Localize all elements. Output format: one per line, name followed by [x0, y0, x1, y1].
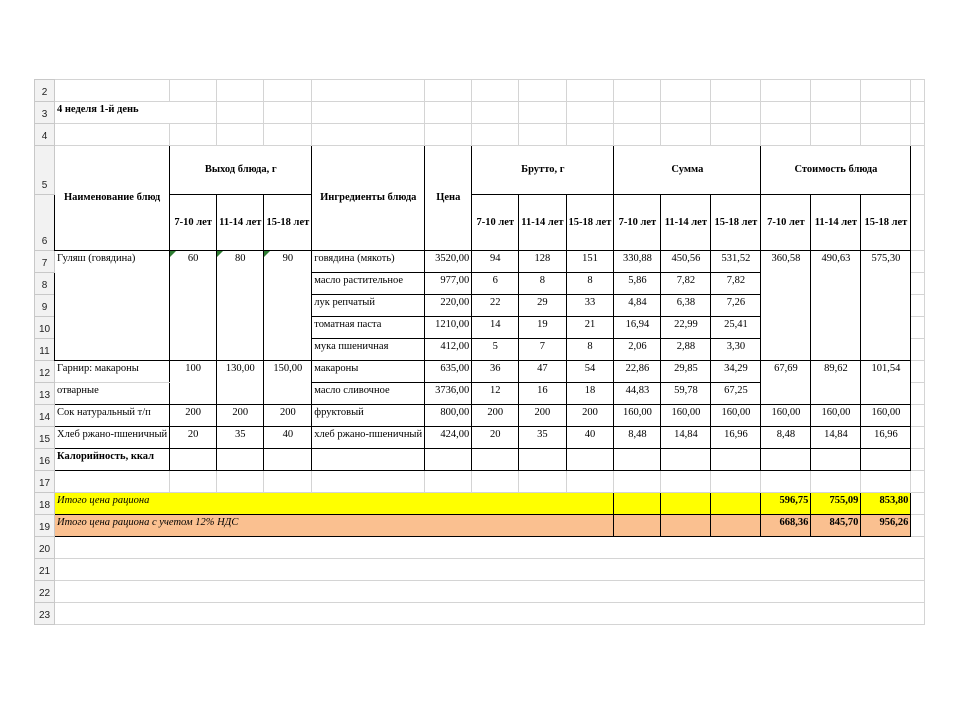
- gross-7-10[interactable]: 22: [472, 295, 519, 317]
- gross-7-10[interactable]: 94: [472, 251, 519, 273]
- sum-11-14[interactable]: 6,38: [661, 295, 711, 317]
- cell[interactable]: [861, 124, 911, 146]
- total-11-14[interactable]: 755,09: [811, 493, 861, 515]
- gross-15-18[interactable]: 8: [566, 273, 614, 295]
- ingredient-name[interactable]: хлеб ржано-пшеничный: [312, 427, 425, 449]
- row-header[interactable]: 18: [35, 493, 55, 515]
- cell[interactable]: [55, 537, 925, 559]
- cell[interactable]: [170, 449, 217, 471]
- dish-name-garnish-line2[interactable]: отварные: [55, 383, 170, 405]
- output-garnish-11-14[interactable]: 130,00: [217, 361, 264, 405]
- cell[interactable]: [217, 102, 264, 124]
- cell[interactable]: [566, 449, 614, 471]
- gross-7-10[interactable]: 20: [472, 427, 519, 449]
- cost-juice-11-14[interactable]: 160,00: [811, 405, 861, 427]
- output-bread-11-14[interactable]: 35: [217, 427, 264, 449]
- cell[interactable]: [661, 80, 711, 102]
- gross-15-18[interactable]: 8: [566, 339, 614, 361]
- sheet-row-15: [35, 427, 925, 449]
- dish-name-garnish[interactable]: Гарнир: макароны: [55, 361, 170, 383]
- cell[interactable]: [55, 603, 925, 625]
- sheet-title[interactable]: 4 неделя 1-й день: [55, 102, 217, 124]
- gross-7-10[interactable]: 12: [472, 383, 519, 405]
- gross-7-10[interactable]: 5: [472, 339, 519, 361]
- cell[interactable]: [566, 124, 614, 146]
- cell[interactable]: [911, 102, 925, 124]
- sheet-row-14: [35, 405, 925, 427]
- cost-juice-7-10[interactable]: 160,00: [761, 405, 811, 427]
- cost-garnish-7-10[interactable]: 67,69: [761, 361, 811, 405]
- cell[interactable]: [566, 471, 614, 493]
- sum-7-10[interactable]: 22,86: [614, 361, 661, 383]
- cell[interactable]: [911, 449, 925, 471]
- sum-7-10[interactable]: 44,83: [614, 383, 661, 405]
- sum-7-10[interactable]: 330,88: [614, 251, 661, 273]
- cost-juice-15-18[interactable]: 160,00: [861, 405, 911, 427]
- dish-name-bread[interactable]: Хлеб ржано-пшеничный: [55, 427, 170, 449]
- cell[interactable]: [911, 361, 925, 383]
- sheet-row-20: [35, 537, 925, 559]
- header-sum-age-15-18[interactable]: 15-18 лет: [711, 195, 761, 251]
- cell[interactable]: [519, 471, 566, 493]
- sheet-row-18: [35, 493, 925, 515]
- cell[interactable]: [312, 80, 425, 102]
- cost-goulash-15-18[interactable]: 575,30: [861, 251, 911, 361]
- dish-name-goulash[interactable]: Гуляш (говядина): [55, 251, 170, 361]
- cell[interactable]: [312, 449, 425, 471]
- cell[interactable]: [425, 449, 472, 471]
- cell[interactable]: [861, 471, 911, 493]
- cell[interactable]: [472, 124, 519, 146]
- row-header[interactable]: 16: [35, 449, 55, 471]
- sum-7-10[interactable]: 8,48: [614, 427, 661, 449]
- gross-11-14[interactable]: 8: [519, 273, 566, 295]
- ingredient-price[interactable]: 1210,00: [425, 317, 472, 339]
- sum-15-18[interactable]: 25,41: [711, 317, 761, 339]
- cost-garnish-11-14[interactable]: 89,62: [811, 361, 861, 405]
- cell[interactable]: [761, 102, 811, 124]
- sheet-row-22: [35, 581, 925, 603]
- ingredient-price[interactable]: 3520,00: [425, 251, 472, 273]
- ingredient-price[interactable]: 424,00: [425, 427, 472, 449]
- output-bread-15-18[interactable]: 40: [264, 427, 312, 449]
- gross-11-14[interactable]: 200: [519, 405, 566, 427]
- row-header[interactable]: 15: [35, 427, 55, 449]
- sum-7-10[interactable]: 160,00: [614, 405, 661, 427]
- cell[interactable]: [861, 80, 911, 102]
- cell[interactable]: [55, 581, 925, 603]
- gross-11-14[interactable]: 35: [519, 427, 566, 449]
- row-header[interactable]: 9: [35, 295, 55, 317]
- row-header[interactable]: 4: [35, 124, 55, 146]
- sheet-row-21: [35, 559, 925, 581]
- cell[interactable]: [811, 80, 861, 102]
- cell[interactable]: [566, 102, 614, 124]
- sum-11-14[interactable]: 2,88: [661, 339, 711, 361]
- sum-11-14[interactable]: 14,84: [661, 427, 711, 449]
- cost-bread-15-18[interactable]: 16,96: [861, 427, 911, 449]
- cell[interactable]: [911, 124, 925, 146]
- cell[interactable]: [711, 80, 761, 102]
- gross-15-18[interactable]: 40: [566, 427, 614, 449]
- header-dish-name[interactable]: Наименование блюд: [55, 146, 170, 251]
- sum-15-18[interactable]: 3,30: [711, 339, 761, 361]
- cell[interactable]: [55, 124, 170, 146]
- header-sum-group[interactable]: Сумма: [614, 146, 761, 195]
- cell[interactable]: [264, 471, 312, 493]
- ingredient-name[interactable]: масло растительное: [312, 273, 425, 295]
- cell[interactable]: [711, 102, 761, 124]
- ingredient-name[interactable]: фруктовый: [312, 405, 425, 427]
- cell[interactable]: [911, 515, 925, 537]
- total-15-18[interactable]: 853,80: [861, 493, 911, 515]
- cell[interactable]: [312, 102, 425, 124]
- sheet-row-12: [35, 361, 925, 383]
- ingredient-name[interactable]: томатная паста: [312, 317, 425, 339]
- cell[interactable]: [519, 102, 566, 124]
- cell[interactable]: [661, 515, 711, 537]
- cell[interactable]: [761, 124, 811, 146]
- cell[interactable]: [911, 317, 925, 339]
- ingredient-price[interactable]: 3736,00: [425, 383, 472, 405]
- ingredient-price[interactable]: 412,00: [425, 339, 472, 361]
- gross-15-18[interactable]: 200: [566, 405, 614, 427]
- cost-bread-11-14[interactable]: 14,84: [811, 427, 861, 449]
- cell[interactable]: [761, 471, 811, 493]
- cell[interactable]: [55, 471, 170, 493]
- sum-11-14[interactable]: 29,85: [661, 361, 711, 383]
- cell[interactable]: [661, 471, 711, 493]
- cell[interactable]: [911, 471, 925, 493]
- row-header[interactable]: 17: [35, 471, 55, 493]
- gross-11-14[interactable]: 128: [519, 251, 566, 273]
- row-header[interactable]: 22: [35, 581, 55, 603]
- output-juice-15-18[interactable]: 200: [264, 405, 312, 427]
- output-goulash-7-10[interactable]: 60: [170, 251, 217, 361]
- cell[interactable]: [264, 80, 312, 102]
- sum-7-10[interactable]: 2,06: [614, 339, 661, 361]
- output-goulash-15-18[interactable]: 90: [264, 251, 312, 361]
- cell[interactable]: [217, 80, 264, 102]
- cell[interactable]: [911, 295, 925, 317]
- ingredient-price[interactable]: 800,00: [425, 405, 472, 427]
- header-gross-age-7-10[interactable]: 7-10 лет: [472, 195, 519, 251]
- cell[interactable]: [472, 102, 519, 124]
- header-ingredients[interactable]: Ингредиенты блюда: [312, 146, 425, 251]
- header-gross-age-11-14[interactable]: 11-14 лет: [519, 195, 566, 251]
- header-cost-group[interactable]: Стоимость блюда: [761, 146, 911, 195]
- header-cost-age-7-10[interactable]: 7-10 лет: [761, 195, 811, 251]
- total-vat-7-10[interactable]: 668,36: [761, 515, 811, 537]
- row-header[interactable]: 2: [35, 80, 55, 102]
- cell[interactable]: [472, 471, 519, 493]
- gross-7-10[interactable]: 36: [472, 361, 519, 383]
- output-bread-7-10[interactable]: 20: [170, 427, 217, 449]
- cost-goulash-11-14[interactable]: 490,63: [811, 251, 861, 361]
- sum-7-10[interactable]: 5,86: [614, 273, 661, 295]
- cell[interactable]: [661, 102, 711, 124]
- row-header[interactable]: 7: [35, 251, 55, 273]
- header-output-age-7-10[interactable]: 7-10 лет: [170, 195, 217, 251]
- cell[interactable]: [711, 493, 761, 515]
- cell[interactable]: [711, 515, 761, 537]
- cell[interactable]: [661, 493, 711, 515]
- cell[interactable]: [861, 102, 911, 124]
- sum-15-18[interactable]: 16,96: [711, 427, 761, 449]
- cost-garnish-15-18[interactable]: 101,54: [861, 361, 911, 405]
- cell[interactable]: [811, 102, 861, 124]
- ingredient-name[interactable]: макароны: [312, 361, 425, 383]
- output-juice-11-14[interactable]: 200: [217, 405, 264, 427]
- sheet-row-5: [35, 146, 925, 195]
- ingredient-price[interactable]: 635,00: [425, 361, 472, 383]
- gross-11-14[interactable]: 7: [519, 339, 566, 361]
- ingredient-price[interactable]: 977,00: [425, 273, 472, 295]
- cell[interactable]: [911, 339, 925, 361]
- header-sum-age-7-10[interactable]: 7-10 лет: [614, 195, 661, 251]
- cell[interactable]: [911, 273, 925, 295]
- cell[interactable]: [472, 80, 519, 102]
- sum-15-18[interactable]: 7,82: [711, 273, 761, 295]
- cell[interactable]: [614, 102, 661, 124]
- total-7-10[interactable]: 596,75: [761, 493, 811, 515]
- cell[interactable]: [170, 124, 217, 146]
- cell[interactable]: [614, 515, 661, 537]
- header-output-age-15-18[interactable]: 15-18 лет: [264, 195, 312, 251]
- sheet-row-23: [35, 603, 925, 625]
- sum-7-10[interactable]: 16,94: [614, 317, 661, 339]
- sheet-row-2: [35, 80, 925, 102]
- spreadsheet-grid: [34, 79, 925, 625]
- cell[interactable]: [614, 493, 661, 515]
- cell[interactable]: [264, 102, 312, 124]
- gross-15-18[interactable]: 151: [566, 251, 614, 273]
- cell[interactable]: [911, 80, 925, 102]
- cell[interactable]: [170, 471, 217, 493]
- header-sum-age-11-14[interactable]: 11-14 лет: [661, 195, 711, 251]
- ingredient-price[interactable]: 220,00: [425, 295, 472, 317]
- row-header[interactable]: 21: [35, 559, 55, 581]
- row-header[interactable]: 19: [35, 515, 55, 537]
- cost-goulash-7-10[interactable]: 360,58: [761, 251, 811, 361]
- sum-7-10[interactable]: 4,84: [614, 295, 661, 317]
- row-header[interactable]: 11: [35, 339, 55, 361]
- cell[interactable]: [861, 449, 911, 471]
- cell[interactable]: [661, 124, 711, 146]
- cell[interactable]: [519, 80, 566, 102]
- output-juice-7-10[interactable]: 200: [170, 405, 217, 427]
- cell[interactable]: [711, 124, 761, 146]
- gross-7-10[interactable]: 14: [472, 317, 519, 339]
- sum-11-14[interactable]: 450,56: [661, 251, 711, 273]
- gross-15-18[interactable]: 33: [566, 295, 614, 317]
- cell[interactable]: [217, 124, 264, 146]
- cell[interactable]: [170, 80, 217, 102]
- cell[interactable]: [55, 80, 170, 102]
- sheet-row-7: [35, 251, 925, 273]
- gross-15-18[interactable]: 21: [566, 317, 614, 339]
- calories-label[interactable]: Калорийность, ккал: [55, 449, 170, 471]
- gross-11-14[interactable]: 16: [519, 383, 566, 405]
- cell[interactable]: [811, 471, 861, 493]
- row-header[interactable]: 8: [35, 273, 55, 295]
- sum-15-18[interactable]: 67,25: [711, 383, 761, 405]
- sum-11-14[interactable]: 7,82: [661, 273, 711, 295]
- cell[interactable]: [566, 80, 614, 102]
- cell[interactable]: [519, 124, 566, 146]
- cell[interactable]: [614, 124, 661, 146]
- cost-bread-7-10[interactable]: 8,48: [761, 427, 811, 449]
- cell[interactable]: [911, 146, 925, 195]
- ingredient-name[interactable]: лук репчатый: [312, 295, 425, 317]
- cell[interactable]: [811, 124, 861, 146]
- cell[interactable]: [911, 195, 925, 251]
- cell[interactable]: [425, 471, 472, 493]
- cell[interactable]: [911, 427, 925, 449]
- cell[interactable]: [264, 449, 312, 471]
- sum-11-14[interactable]: 59,78: [661, 383, 711, 405]
- output-garnish-7-10[interactable]: 100: [170, 361, 217, 405]
- cell[interactable]: [761, 80, 811, 102]
- sum-11-14[interactable]: 160,00: [661, 405, 711, 427]
- gross-15-18[interactable]: 18: [566, 383, 614, 405]
- cell[interactable]: [425, 124, 472, 146]
- header-price[interactable]: Цена: [425, 146, 472, 251]
- output-garnish-15-18[interactable]: 150,00: [264, 361, 312, 405]
- row-header[interactable]: 5: [35, 146, 55, 195]
- sheet-row-4: [35, 124, 925, 146]
- sheet-row-3: [35, 102, 925, 124]
- row-header[interactable]: 20: [35, 537, 55, 559]
- row-header[interactable]: 10: [35, 317, 55, 339]
- gross-7-10[interactable]: 200: [472, 405, 519, 427]
- cell[interactable]: [519, 449, 566, 471]
- gross-7-10[interactable]: 6: [472, 273, 519, 295]
- cell[interactable]: [711, 471, 761, 493]
- row-header[interactable]: 6: [35, 195, 55, 251]
- sheet-row-19: [35, 515, 925, 537]
- ingredient-name[interactable]: масло сливочное: [312, 383, 425, 405]
- sheet-row-16: [35, 449, 925, 471]
- ingredient-name[interactable]: говядина (мякоть): [312, 251, 425, 273]
- cell[interactable]: [614, 80, 661, 102]
- sum-15-18[interactable]: 34,29: [711, 361, 761, 383]
- cell[interactable]: [911, 493, 925, 515]
- cell[interactable]: [55, 559, 925, 581]
- total-vat-label[interactable]: Итого цена рациона с учетом 12% НДС: [55, 515, 614, 537]
- cell[interactable]: [811, 449, 861, 471]
- row-header[interactable]: 14: [35, 405, 55, 427]
- cell[interactable]: [472, 449, 519, 471]
- cell[interactable]: [911, 405, 925, 427]
- sum-15-18[interactable]: 160,00: [711, 405, 761, 427]
- sum-15-18[interactable]: 531,52: [711, 251, 761, 273]
- cell[interactable]: [217, 449, 264, 471]
- cell[interactable]: [217, 471, 264, 493]
- gross-11-14[interactable]: 19: [519, 317, 566, 339]
- cell[interactable]: [614, 449, 661, 471]
- total-vat-11-14[interactable]: 845,70: [811, 515, 861, 537]
- sum-11-14[interactable]: 22,99: [661, 317, 711, 339]
- cell[interactable]: [761, 449, 811, 471]
- row-header[interactable]: 13: [35, 383, 55, 405]
- total-label[interactable]: Итого цена рациона: [55, 493, 614, 515]
- header-cost-age-15-18[interactable]: 15-18 лет: [861, 195, 911, 251]
- gross-11-14[interactable]: 47: [519, 361, 566, 383]
- row-header[interactable]: 3: [35, 102, 55, 124]
- sheet-row-17: [35, 471, 925, 493]
- cell[interactable]: [312, 124, 425, 146]
- cell[interactable]: [614, 471, 661, 493]
- cell[interactable]: [264, 124, 312, 146]
- header-gross-group[interactable]: Брутто, г: [472, 146, 614, 195]
- gross-11-14[interactable]: 29: [519, 295, 566, 317]
- cell[interactable]: [661, 449, 711, 471]
- cell[interactable]: [911, 251, 925, 273]
- row-header[interactable]: 12: [35, 361, 55, 383]
- cell[interactable]: [425, 80, 472, 102]
- header-cost-age-11-14[interactable]: 11-14 лет: [811, 195, 861, 251]
- sum-15-18[interactable]: 7,26: [711, 295, 761, 317]
- gross-15-18[interactable]: 54: [566, 361, 614, 383]
- total-vat-15-18[interactable]: 956,26: [861, 515, 911, 537]
- header-output-age-11-14[interactable]: 11-14 лет: [217, 195, 264, 251]
- cell[interactable]: [911, 383, 925, 405]
- cell[interactable]: [425, 102, 472, 124]
- ingredient-name[interactable]: мука пшеничная: [312, 339, 425, 361]
- output-goulash-11-14[interactable]: 80: [217, 251, 264, 361]
- dish-name-juice[interactable]: Сок натуральный т/п: [55, 405, 170, 427]
- cell[interactable]: [711, 449, 761, 471]
- header-gross-age-15-18[interactable]: 15-18 лет: [566, 195, 614, 251]
- header-output-group[interactable]: Выход блюда, г: [170, 146, 312, 195]
- cell[interactable]: [312, 471, 425, 493]
- row-header[interactable]: 23: [35, 603, 55, 625]
